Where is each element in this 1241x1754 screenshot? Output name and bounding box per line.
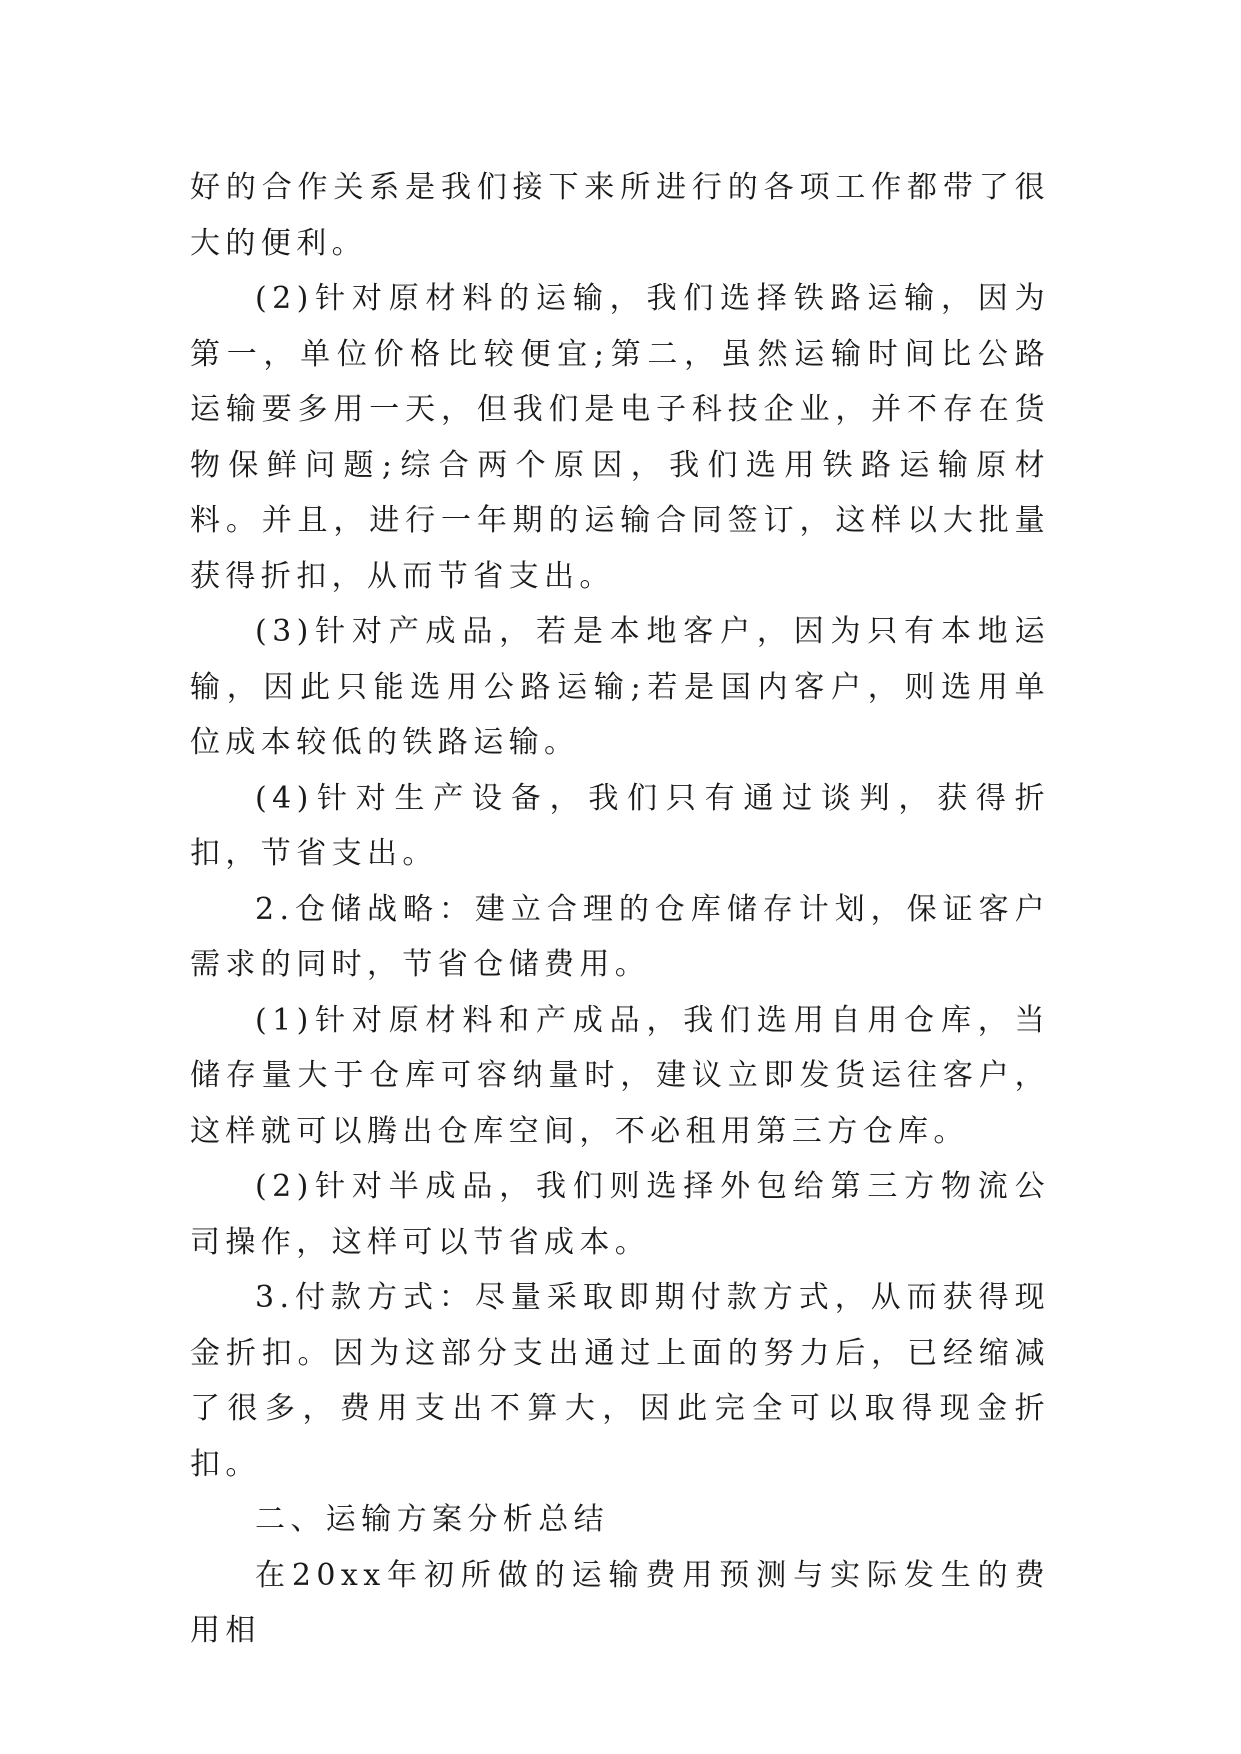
paragraph-continuation: 好的合作关系是我们接下来所进行的各项工作都带了很大的便利。 — [190, 170, 1050, 261]
paragraph-raw-material-transport: (2)针对原材料的运输，我们选择铁路运输，因为第一，单位价格比较便宜;第二，虽然运输时间比公路运输要多用一天，但我们是电子科技企业，并不存在货物保鲜问题;综合两个原因，我们选用铁路运输原材料。并且，进行一年期的运输合同签订，这样以大批量获得折扣，从而节省支出。 — [190, 281, 1050, 594]
paragraph-production-equipment: (4)针对生产设备，我们只有通过谈判，获得折扣，节省支出。 — [190, 780, 1050, 871]
paragraph-finished-goods: (3)针对产成品，若是本地客户，因为只有本地运输，因此只能选用公路运输;若是国内客户，则选用单位成本较低的铁路运输。 — [190, 614, 1050, 760]
paragraph-payment-method: 3.付款方式：尽量采取即期付款方式，从而获得现金折扣。因为这部分支出通过上面的努力后，已经缩减了很多，费用支出不算大，因此完全可以取得现金折扣。 — [190, 1280, 1050, 1482]
paragraph-summary-start: 在20xx年初所做的运输费用预测与实际发生的费用相 — [190, 1557, 1050, 1648]
paragraph-warehousing-strategy: 2.仓储战略：建立合理的仓库储存计划，保证客户需求的同时，节省仓储费用。 — [190, 891, 1050, 982]
document-page — [190, 160, 1050, 1659]
paragraph-semi-finished: (2)针对半成品，我们则选择外包给第三方物流公司操作，这样可以节省成本。 — [190, 1169, 1050, 1260]
paragraph-own-warehouse: (1)针对原材料和产成品，我们选用自用仓库，当储存量大于仓库可容纳量时，建议立即发货运往客户，这样就可以腾出仓库空间，不必租用第三方仓库。 — [190, 1002, 1050, 1149]
section-heading: 二、运输方案分析总结 — [255, 1502, 609, 1537]
